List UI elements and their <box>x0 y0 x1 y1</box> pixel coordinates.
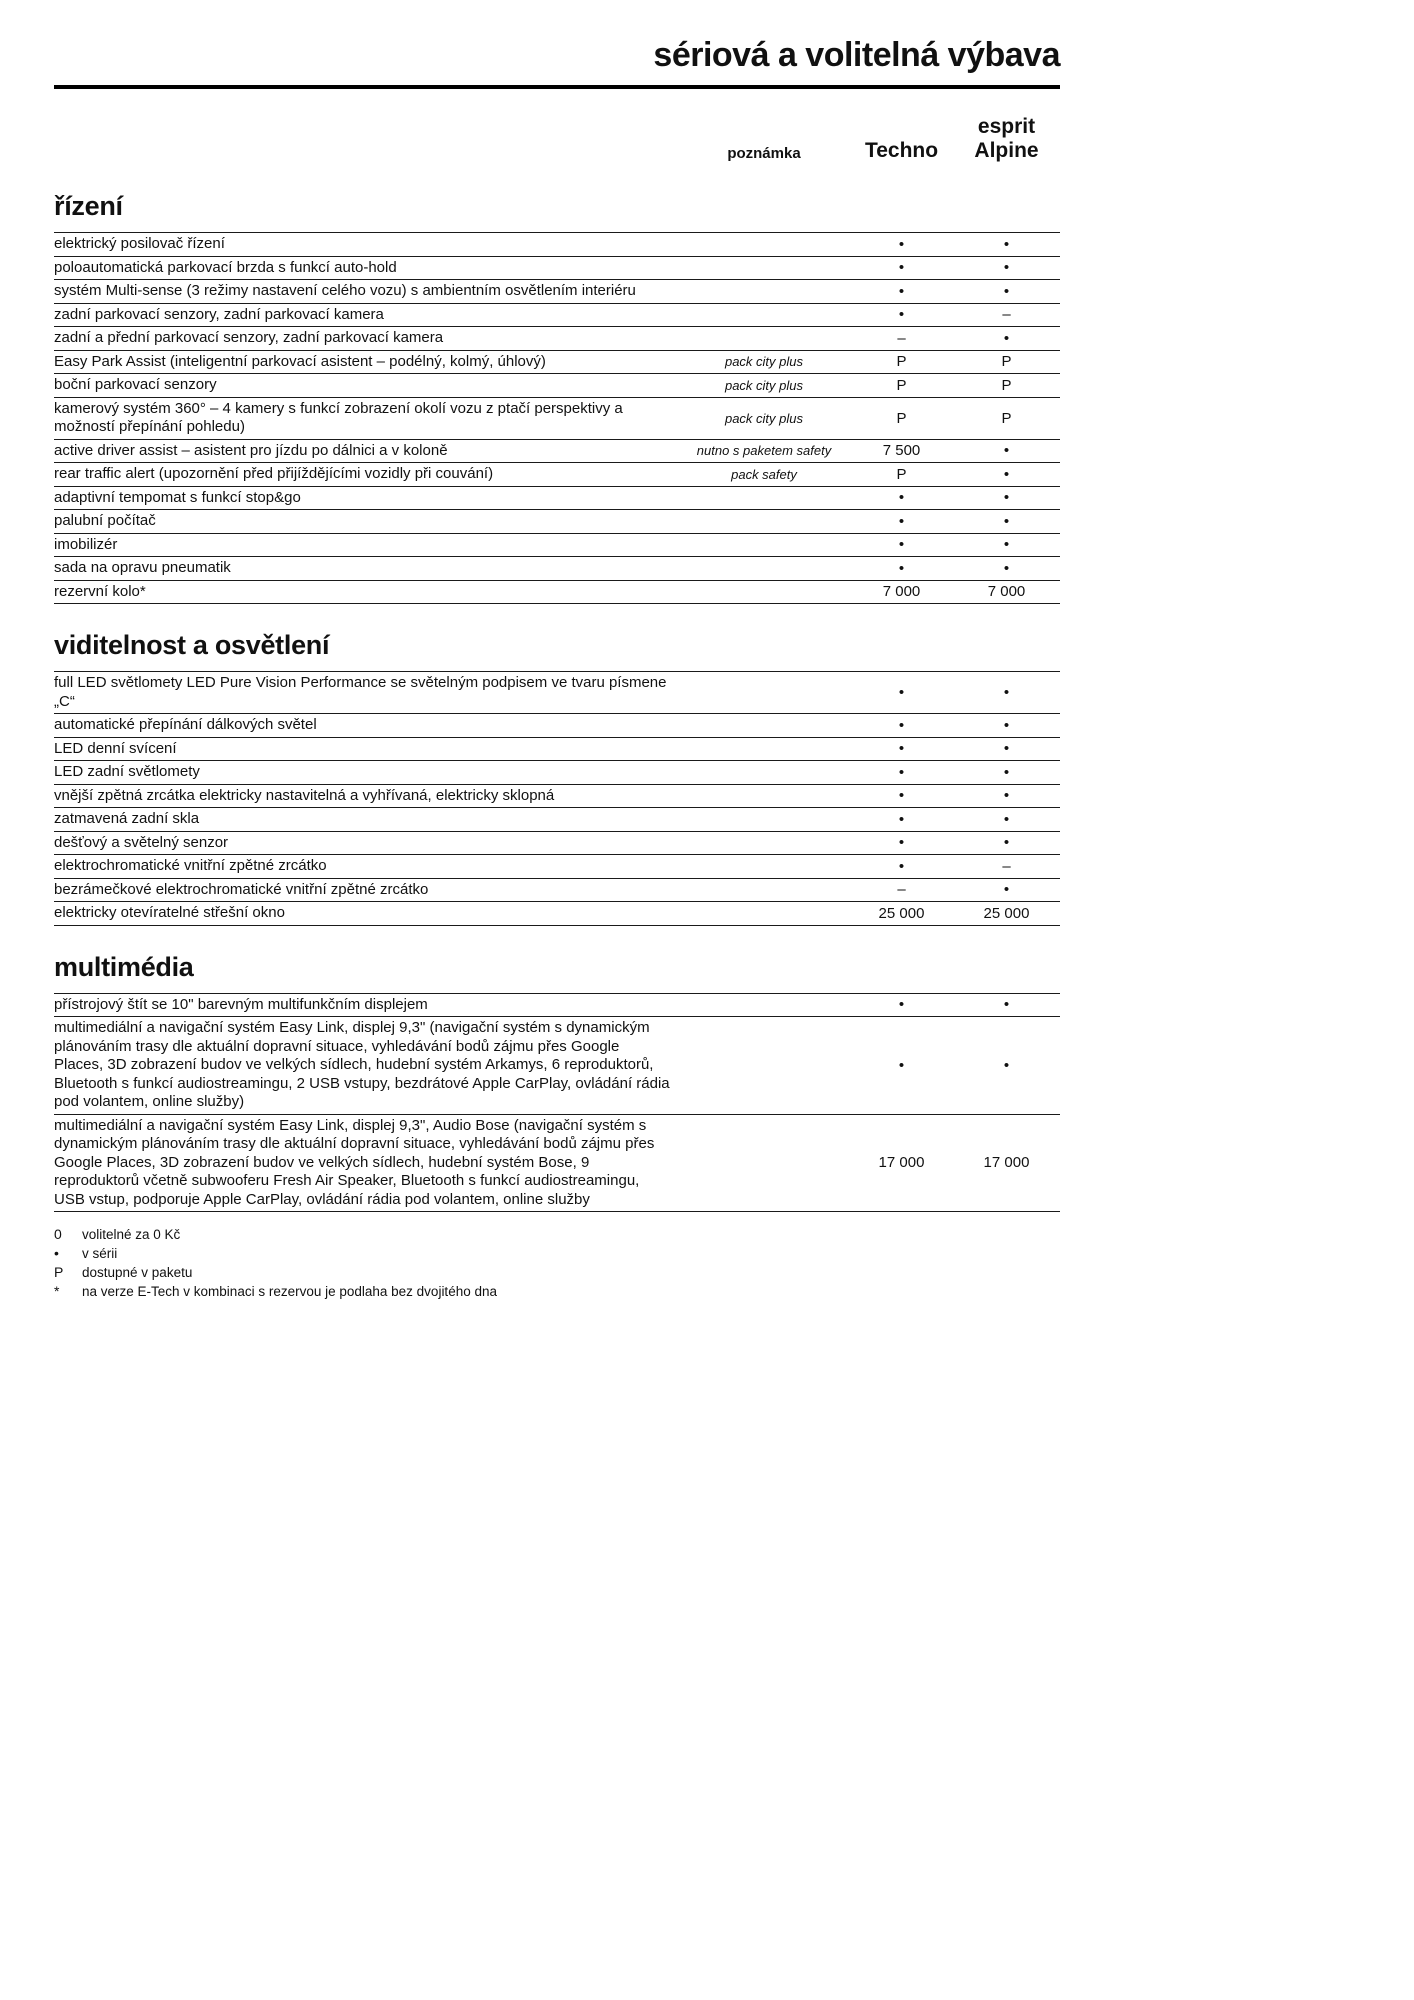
value-techno: 17 000 <box>878 1154 925 1172</box>
equipment-label: elektricky otevíratelné střešní okno <box>54 904 285 921</box>
value-techno: • <box>898 282 905 300</box>
table-row <box>54 879 1060 903</box>
value-techno: • <box>898 259 905 277</box>
value-esprit-alpine: • <box>1003 559 1010 577</box>
legend-text: volitelné za 0 Kč <box>82 1227 181 1242</box>
table-row <box>54 257 1060 281</box>
equipment-label: Easy Park Assist (inteligentní parkovací asistent – podélný, kolmý, úhlový) <box>54 352 546 370</box>
column-header-esprit-alpine <box>954 115 1059 165</box>
legend-item <box>54 1245 1060 1261</box>
value-esprit-alpine: 17 000 <box>983 1154 1030 1172</box>
value-esprit-alpine: – <box>1002 306 1011 324</box>
value-techno: P <box>896 353 907 371</box>
section-heading: viditelnost a osvětlení <box>54 630 330 660</box>
equipment-note: pack city plus <box>724 410 804 426</box>
value-esprit-alpine: • <box>1003 810 1010 828</box>
value-techno: • <box>898 536 905 554</box>
value-esprit-alpine: • <box>1003 259 1010 277</box>
table-row <box>54 534 1060 558</box>
value-esprit-alpine: • <box>1003 1056 1010 1074</box>
table-row <box>54 855 1060 879</box>
value-techno: • <box>898 306 905 324</box>
legend-text: na verze E-Tech v kombinaci s rezervou je podlaha bez dvojitého dna <box>82 1284 497 1299</box>
column-header-techno: Techno <box>864 139 939 162</box>
value-techno: • <box>898 857 905 875</box>
value-esprit-alpine: • <box>1003 996 1010 1014</box>
value-techno: • <box>898 1056 905 1074</box>
legend-item <box>54 1264 1060 1280</box>
equipment-table <box>54 232 1060 604</box>
equipment-note: nutno s paketem safety <box>696 443 832 459</box>
equipment-label: elektrický posilovač řízení <box>54 235 225 252</box>
value-techno: P <box>896 376 907 394</box>
value-techno: P <box>896 409 907 427</box>
value-techno: • <box>898 489 905 507</box>
value-techno: 7 000 <box>882 583 921 601</box>
value-techno: • <box>898 512 905 530</box>
value-esprit-alpine: • <box>1003 740 1010 758</box>
value-techno: • <box>898 235 905 253</box>
value-esprit-alpine: • <box>1003 489 1010 507</box>
equipment-label: rezervní kolo* <box>54 582 146 600</box>
value-techno: • <box>898 763 905 781</box>
equipment-label: systém Multi-sense (3 režimy nastavení celého vozu) s ambientním osvětlením interiéru <box>54 282 636 299</box>
equipment-label: adaptivní tempomat s funkcí stop&go <box>54 488 301 506</box>
equipment-table <box>54 993 1060 1213</box>
value-esprit-alpine: • <box>1003 787 1010 805</box>
column-header-note: poznámka <box>727 145 801 162</box>
equipment-label: poloautomatická parkovací brzda s funkcí auto-hold <box>54 258 397 276</box>
value-esprit-alpine: – <box>1002 857 1011 875</box>
table-row <box>54 581 1060 605</box>
value-esprit-alpine: P <box>1001 353 1012 371</box>
equipment-label: vnější zpětná zrcátka elektricky nastavitelná a vyhřívaná, elektricky sklopná <box>54 786 555 804</box>
value-techno: – <box>897 881 906 899</box>
equipment-note: pack city plus <box>724 354 804 370</box>
value-techno: • <box>898 810 905 828</box>
section-heading: řízení <box>54 191 123 221</box>
legend <box>54 1226 1060 1299</box>
equipment-label: multimediální a navigační systém Easy Link, displej 9,3" (navigační systém s dynamickým plánováním trasy dle aktuální dopravní situace, vyhledávání bodů zájmu přes Google Places, 3D zobrazení budov ve velkých sídlech, hudební systém Arkamys, 6 reproduktorů, Bluetooth s funkcí audiostreamingu, 2 USB vstupy, bezdrátové Apple CarPlay, ovládání rádia pod volantem, online služby) <box>54 1019 670 1110</box>
value-techno: • <box>898 834 905 852</box>
value-techno: 25 000 <box>878 904 925 922</box>
equipment-label: přístrojový štít se 10" barevným multifunkčním displejem <box>54 995 428 1013</box>
value-techno: • <box>898 684 905 701</box>
value-esprit-alpine: • <box>1003 684 1010 701</box>
equipment-label: boční parkovací senzory <box>54 376 217 393</box>
table-row <box>54 672 1060 714</box>
value-esprit-alpine: • <box>1003 329 1010 347</box>
equipment-label: sada na opravu pneumatik <box>54 559 231 576</box>
table-row <box>54 398 1060 440</box>
table-row <box>54 327 1060 351</box>
equipment-label: imobilizér <box>54 535 118 553</box>
value-esprit-alpine: • <box>1003 282 1010 300</box>
table-row <box>54 832 1060 856</box>
table-row <box>54 785 1060 809</box>
table-row <box>54 440 1060 464</box>
value-techno: • <box>898 716 905 734</box>
equipment-label: zadní a přední parkovací senzory, zadní parkovací kamera <box>54 329 444 346</box>
legend-symbol: * <box>54 1283 60 1299</box>
equipment-section <box>54 952 1060 1213</box>
table-row <box>54 1115 1060 1213</box>
value-esprit-alpine: • <box>1003 235 1010 253</box>
table-row <box>54 738 1060 762</box>
equipment-label: active driver assist – asistent pro jízdu po dálnici a v koloně <box>54 441 448 459</box>
table-row <box>54 808 1060 832</box>
table-row <box>54 557 1060 581</box>
value-esprit-alpine: • <box>1003 536 1010 554</box>
table-row <box>54 374 1060 398</box>
value-techno: • <box>898 559 905 577</box>
equipment-label: automatické přepínání dálkových světel <box>54 716 317 733</box>
table-row <box>54 280 1060 304</box>
page-title: sériová a volitelná výbava <box>54 36 1060 89</box>
value-esprit-alpine: 25 000 <box>983 904 1030 922</box>
equipment-section <box>54 191 1060 604</box>
equipment-note: pack city plus <box>724 377 804 393</box>
legend-item <box>54 1226 1060 1242</box>
value-esprit-alpine: 7 000 <box>987 583 1026 601</box>
equipment-label: kamerový systém 360° – 4 kamery s funkcí zobrazení okolí vozu z ptačí perspektivy a možností přepínání pohledu) <box>54 399 623 435</box>
table-row <box>54 761 1060 785</box>
legend-text: v sérii <box>82 1246 118 1261</box>
table-row <box>54 994 1060 1018</box>
table-row <box>54 351 1060 375</box>
table-row <box>54 463 1060 487</box>
table-row <box>54 510 1060 534</box>
table-row <box>54 233 1060 257</box>
value-techno: • <box>898 996 905 1014</box>
equipment-label: palubní počítač <box>54 512 156 529</box>
value-esprit-alpine: P <box>1001 376 1012 394</box>
legend-text: dostupné v paketu <box>82 1265 193 1280</box>
equipment-label: rear traffic alert (upozornění před přijíždějícími vozidly při couvání) <box>54 465 494 482</box>
equipment-label: elektrochromatické vnitřní zpětné zrcátko <box>54 857 327 874</box>
section-heading: multimédia <box>54 951 194 982</box>
sections-container <box>54 191 1060 1212</box>
value-techno: 7 500 <box>882 442 921 460</box>
legend-symbol: • <box>54 1245 59 1261</box>
column-header-row <box>54 115 1060 165</box>
value-techno: P <box>896 465 907 483</box>
equipment-label: zatmavená zadní skla <box>54 810 200 827</box>
value-esprit-alpine: • <box>1003 763 1010 781</box>
equipment-label: multimediální a navigační systém Easy Link, displej 9,3", Audio Bose (navigační systém s dynamickým plánováním trasy dle aktuální dopravní situace, vyhledávání bodů zájmu přes Google Places, 3D zobrazení budov ve velkých sídlech, hudební systém Bose, 9 reproduktorů včetně subwooferu Fresh Air Speaker, Bluetooth s funkcí audiostreamingu, USB vstup, podporuje Apple CarPlay, ovládání rádia pod volantem, online služby <box>54 1116 655 1208</box>
value-esprit-alpine: • <box>1003 512 1010 530</box>
equipment-label: bezrámečkové elektrochromatické vnitřní zpětné zrcátko <box>54 880 429 898</box>
value-esprit-alpine: • <box>1003 881 1010 899</box>
legend-symbol: 0 <box>54 1226 62 1242</box>
legend-item <box>54 1283 1060 1299</box>
value-esprit-alpine: • <box>1003 442 1010 460</box>
value-esprit-alpine: • <box>1003 465 1010 483</box>
value-techno: • <box>898 740 905 758</box>
equipment-label: LED denní svícení <box>54 739 177 757</box>
value-esprit-alpine: • <box>1003 716 1010 734</box>
table-row <box>54 304 1060 328</box>
value-esprit-alpine: P <box>1001 409 1012 427</box>
value-esprit-alpine: • <box>1003 834 1010 852</box>
equipment-table <box>54 671 1060 926</box>
equipment-section <box>54 630 1060 926</box>
table-row <box>54 714 1060 738</box>
legend-symbol: P <box>54 1264 64 1280</box>
equipment-label: LED zadní světlomety <box>54 763 200 780</box>
equipment-note: pack safety <box>731 466 797 482</box>
equipment-label: zadní parkovací senzory, zadní parkovací kamera <box>54 305 384 323</box>
value-techno: – <box>897 329 906 347</box>
page-content <box>54 0 1060 1299</box>
equipment-label: full LED světlomety LED Pure Vision Performance se světelným podpisem ve tvaru písmene „C“ <box>54 674 667 710</box>
table-row <box>54 1017 1060 1115</box>
value-techno: • <box>898 787 905 805</box>
table-row <box>54 487 1060 511</box>
equipment-label: dešťový a světelný senzor <box>54 833 229 851</box>
column-header-esprit-line1: esprit <box>977 115 1036 138</box>
table-row <box>54 902 1060 926</box>
column-header-esprit-line2: Alpine <box>974 139 1039 162</box>
